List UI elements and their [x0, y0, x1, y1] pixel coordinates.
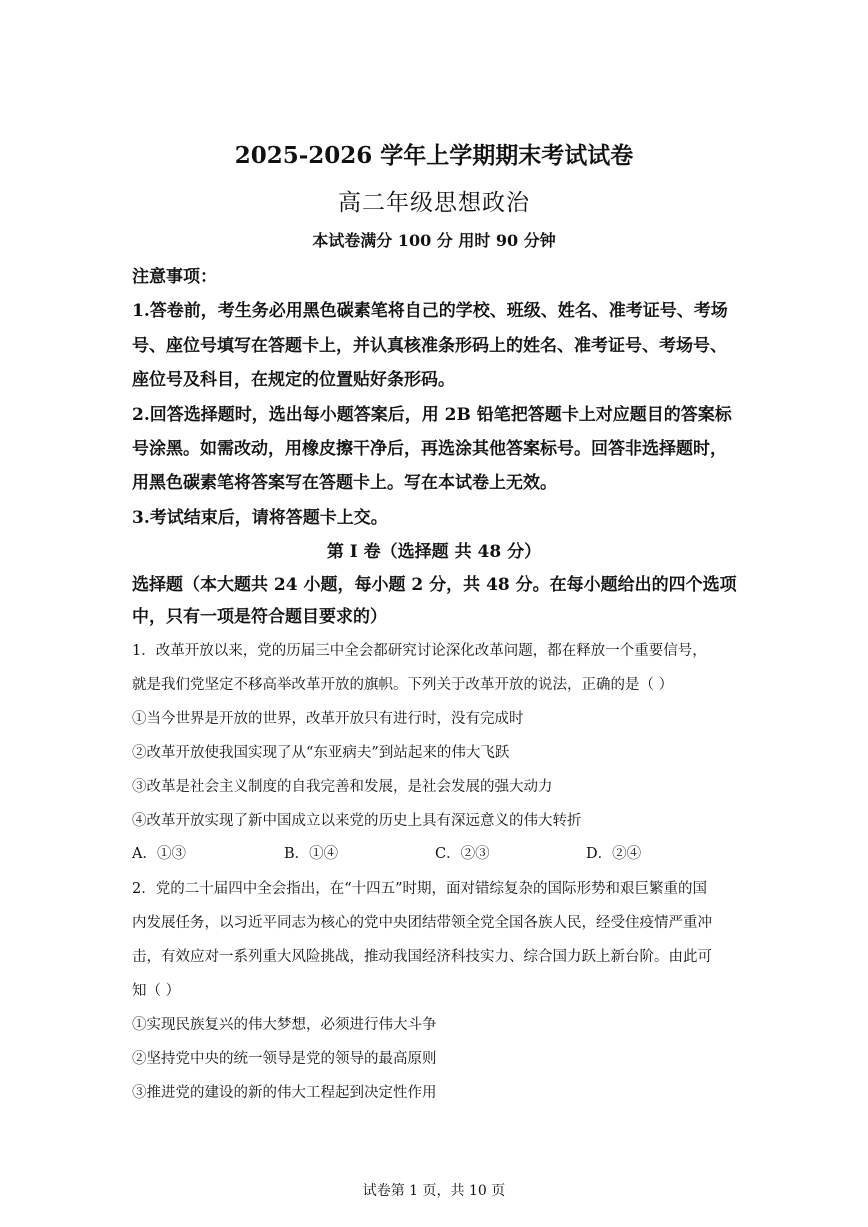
- notice-line: 3.考试结束后，请将答题卡上交。: [132, 508, 388, 528]
- notice-heading: 注意事项：: [132, 267, 217, 287]
- option-d: D．②④: [586, 846, 642, 862]
- statement: ②改革开放使我国实现了从“东亚病夫”到站起来的伟大飞跃: [132, 745, 510, 761]
- statement: ②坚持党中央的统一领导是党的领导的最高原则: [132, 1051, 437, 1067]
- question-stem: 击，有效应对一系列重大风险挑战，推动我国经济科技实力、综合国力跃上新台阶。由此可: [132, 949, 712, 965]
- notice-line: 座位号及科目，在规定的位置贴好条形码。: [132, 370, 455, 390]
- notice-line: 号涂黑。如需改动，用橡皮擦干净后，再选涂其他答案标号。回答非选择题时，: [132, 439, 727, 459]
- question-stem: 1．改革开放以来，党的历届三中全会都研究讨论深化改革问题，都在释放一个重要信号，: [132, 643, 707, 659]
- statement: ③推进党的建设的新的伟大工程起到决定性作用: [132, 1085, 437, 1101]
- question-stem: 2．党的二十届四中全会指出，在“十四五”时期，面对错综复杂的国际形势和艰巨繁重的国: [132, 881, 708, 897]
- subject-title: 高二年级思想政治: [338, 190, 530, 216]
- option-a: A．①③: [132, 846, 186, 862]
- statement: ④改革开放实现了新中国成立以来党的历史上具有深远意义的伟大转折: [132, 813, 582, 829]
- section-title: 第 I 卷（选择题 共 48 分）: [326, 542, 542, 562]
- option-c: C．②③: [435, 846, 490, 862]
- question-stem: 内发展任务，以习近平同志为核心的党中央团结带领全党全国各族人民，经受住疫情严重冲: [132, 915, 712, 931]
- statement: ①当今世界是开放的世界，改革开放只有进行时，没有完成时: [132, 711, 524, 727]
- notice-line: 号、座位号填写在答题卡上，并认真核准条形码上的姓名、准考证号、考场号、: [132, 336, 727, 356]
- statement: ③改革是社会主义制度的自我完善和发展，是社会发展的强大动力: [132, 779, 553, 795]
- exam-title: 2025-2026 学年上学期期末考试试卷: [234, 142, 634, 169]
- section-instructions: 中，只有一项是符合题目要求的）: [132, 607, 387, 627]
- notice-line: 2.回答选择题时，选出每小题答案后，用 2B 铅笔把答题卡上对应题目的答案标: [132, 405, 732, 425]
- page-footer: 试卷第 1 页，共 10 页: [362, 1183, 506, 1199]
- statement: ①实现民族复兴的伟大梦想，必须进行伟大斗争: [132, 1017, 437, 1033]
- question-stem: 知（ ）: [132, 983, 181, 999]
- option-b: B．①④: [284, 846, 339, 862]
- exam-info: 本试卷满分 100 分 用时 90 分钟: [312, 231, 556, 250]
- notice-line: 用黑色碳素笔将答案写在答题卡上。写在本试卷上无效。: [132, 473, 557, 493]
- section-instructions: 选择题（本大题共 24 小题，每小题 2 分，共 48 分。在每小题给出的四个选项: [132, 575, 737, 595]
- notice-line: 1.答卷前，考生务必用黑色碳素笔将自己的学校、班级、姓名、准考证号、考场: [132, 301, 728, 321]
- question-stem: 就是我们党坚定不移高举改革开放的旗帜。下列关于改革开放的说法，正确的是（ ）: [132, 677, 674, 693]
